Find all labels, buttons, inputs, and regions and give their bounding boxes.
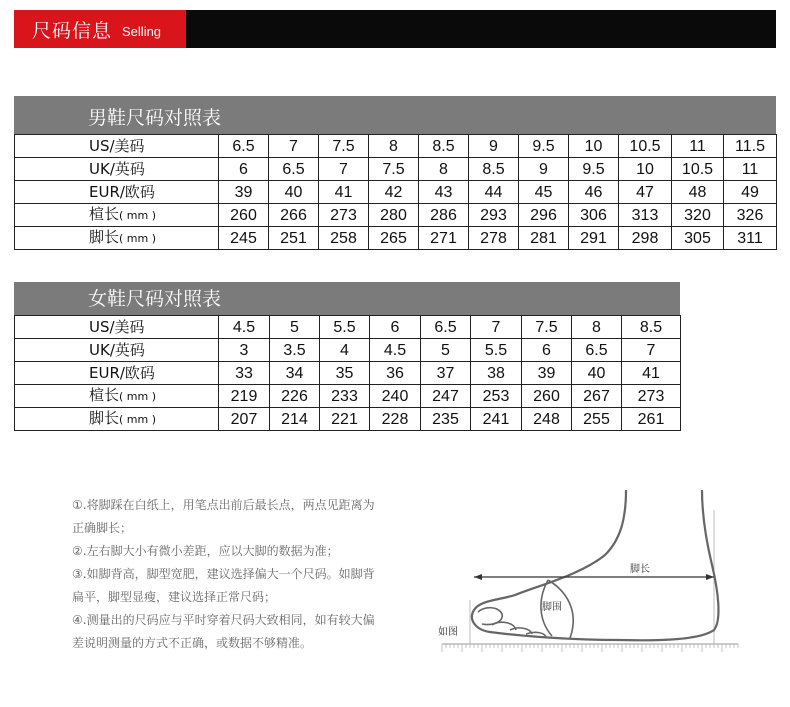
table-cell: 40: [269, 181, 319, 204]
table-cell: 5.5: [471, 339, 522, 362]
row-label-text: 楦长: [89, 386, 120, 404]
table-cell: 260: [522, 385, 572, 408]
women-chart-title: 女鞋尺码对照表: [14, 282, 680, 315]
table-cell: 226: [270, 385, 320, 408]
row-label-text: 脚长: [89, 409, 120, 427]
note-line: 差说明测量的方式不正确，或数据不够精准。: [72, 636, 313, 650]
table-cell: 248: [522, 408, 572, 431]
table-cell: 9.5: [519, 135, 569, 158]
row-label-unit: ( mm ): [119, 232, 157, 245]
table-cell: 251: [269, 227, 319, 250]
header-bar: [14, 10, 776, 48]
table-cell: 45: [519, 181, 569, 204]
table-row: [15, 408, 681, 431]
note-line: ④.测量出的尺码应与平时穿着尺码大致相同，如有较大偏: [72, 613, 375, 627]
table-cell: 6.5: [269, 158, 319, 181]
row-label-text: EUR/欧码: [89, 363, 155, 382]
table-cell: 219: [219, 385, 270, 408]
table-row: [15, 385, 681, 408]
women-size-table: [14, 315, 681, 431]
men-size-chart: [14, 96, 776, 250]
row-label: [15, 181, 219, 204]
table-cell: 240: [370, 385, 421, 408]
table-row: [15, 362, 681, 385]
table-cell: 7: [319, 158, 369, 181]
note-line: 扁平，脚型显瘦，建议选择正常尺码；: [72, 590, 277, 604]
row-label: [15, 204, 219, 227]
row-label-text: UK/英码: [89, 340, 145, 359]
table-cell: 5.5: [320, 316, 370, 339]
table-cell: 9: [469, 135, 519, 158]
table-cell: 33: [219, 362, 270, 385]
row-label-text: US/美码: [89, 136, 145, 155]
table-cell: 207: [219, 408, 270, 431]
row-label-text: 楦长: [89, 205, 120, 223]
table-cell: 261: [622, 408, 681, 431]
table-cell: 44: [469, 181, 519, 204]
men-chart-title: 男鞋尺码对照表: [14, 96, 776, 134]
table-cell: 7: [269, 135, 319, 158]
table-cell: 320: [672, 204, 724, 227]
table-cell: 41: [319, 181, 369, 204]
table-cell: 39: [219, 181, 269, 204]
table-cell: 36: [370, 362, 421, 385]
section-tag: [14, 10, 186, 48]
table-cell: 8.5: [419, 135, 469, 158]
table-row: [15, 339, 681, 362]
note-line: ①.将脚踩在白纸上，用笔点出前后最长点，两点见距离为: [72, 498, 375, 512]
table-cell: 313: [619, 204, 672, 227]
table-cell: 11: [724, 158, 777, 181]
note-line: ②.左右脚大小有微小差距，应以大脚的数据为准；: [72, 544, 339, 558]
table-cell: 5: [421, 339, 471, 362]
row-label-text: 脚长: [89, 228, 120, 246]
table-cell: 7.5: [319, 135, 369, 158]
row-label: [15, 385, 219, 408]
foot-measurement-illustration: [430, 480, 750, 660]
table-cell: 49: [724, 181, 777, 204]
table-cell: 34: [270, 362, 320, 385]
foot-outline: [472, 490, 718, 640]
table-cell: 221: [320, 408, 370, 431]
table-cell: 40: [572, 362, 622, 385]
table-cell: 37: [421, 362, 471, 385]
table-cell: 291: [569, 227, 619, 250]
table-cell: 11: [672, 135, 724, 158]
section-subtitle: Selling: [122, 23, 162, 39]
table-cell: 306: [569, 204, 619, 227]
table-cell: 7: [471, 316, 522, 339]
men-size-table: [14, 134, 777, 250]
table-cell: 39: [522, 362, 572, 385]
table-cell: 253: [471, 385, 522, 408]
table-cell: 228: [370, 408, 421, 431]
table-cell: 281: [519, 227, 569, 250]
row-label: [15, 316, 219, 339]
row-label-text: UK/英码: [89, 159, 145, 178]
table-cell: 6: [522, 339, 572, 362]
table-row: [15, 135, 777, 158]
table-cell: 6: [219, 158, 269, 181]
table-cell: 247: [421, 385, 471, 408]
table-cell: 8: [419, 158, 469, 181]
table-row: [15, 227, 777, 250]
table-cell: 38: [471, 362, 522, 385]
table-cell: 4: [320, 339, 370, 362]
example-label: 如图: [438, 627, 458, 638]
table-cell: 273: [622, 385, 681, 408]
table-cell: 278: [469, 227, 519, 250]
table-cell: 8.5: [469, 158, 519, 181]
row-label: [15, 339, 219, 362]
table-cell: 267: [572, 385, 622, 408]
table-cell: 266: [269, 204, 319, 227]
table-cell: 8: [369, 135, 419, 158]
table-cell: 214: [270, 408, 320, 431]
table-cell: 235: [421, 408, 471, 431]
table-cell: 10: [619, 158, 672, 181]
measurement-notes: [72, 494, 422, 655]
table-cell: 10.5: [619, 135, 672, 158]
table-cell: 293: [469, 204, 519, 227]
table-cell: 241: [471, 408, 522, 431]
women-size-chart: [14, 282, 680, 431]
table-row: [15, 204, 777, 227]
table-cell: 298: [619, 227, 672, 250]
row-label-unit: ( mm ): [119, 390, 157, 403]
table-cell: 305: [672, 227, 724, 250]
table-cell: 47: [619, 181, 672, 204]
table-cell: 3.5: [270, 339, 320, 362]
row-label-unit: ( mm ): [119, 413, 157, 426]
table-cell: 258: [319, 227, 369, 250]
table-cell: 5: [270, 316, 320, 339]
table-cell: 286: [419, 204, 469, 227]
table-cell: 8: [572, 316, 622, 339]
table-cell: 9.5: [569, 158, 619, 181]
table-cell: 273: [319, 204, 369, 227]
table-cell: 265: [369, 227, 419, 250]
table-cell: 271: [419, 227, 469, 250]
table-cell: 6.5: [572, 339, 622, 362]
row-label: [15, 408, 219, 431]
table-cell: 296: [519, 204, 569, 227]
table-cell: 7.5: [522, 316, 572, 339]
table-cell: 6.5: [219, 135, 269, 158]
note-line: ③.如脚背高，脚型宽肥，建议选择偏大一个尺码。如脚背: [72, 567, 375, 581]
table-cell: 311: [724, 227, 777, 250]
table-cell: 326: [724, 204, 777, 227]
table-cell: 255: [572, 408, 622, 431]
table-cell: 4.5: [370, 339, 421, 362]
table-cell: 233: [320, 385, 370, 408]
table-cell: 48: [672, 181, 724, 204]
table-row: [15, 316, 681, 339]
table-cell: 11.5: [724, 135, 777, 158]
table-cell: 3: [219, 339, 270, 362]
table-row: [15, 158, 777, 181]
table-cell: 6.5: [421, 316, 471, 339]
table-cell: 35: [320, 362, 370, 385]
foot-width-label: 脚围: [542, 602, 562, 613]
row-label-text: US/美码: [89, 317, 145, 336]
table-cell: 4.5: [219, 316, 270, 339]
table-cell: 7: [622, 339, 681, 362]
table-row: [15, 181, 777, 204]
section-title: 尺码信息: [32, 19, 113, 42]
foot-length-label: 脚长: [630, 564, 650, 575]
row-label: [15, 362, 219, 385]
table-cell: 43: [419, 181, 469, 204]
row-label: [15, 227, 219, 250]
table-cell: 10: [569, 135, 619, 158]
row-label: [15, 158, 219, 181]
table-cell: 8.5: [622, 316, 681, 339]
table-cell: 42: [369, 181, 419, 204]
table-cell: 41: [622, 362, 681, 385]
table-cell: 7.5: [369, 158, 419, 181]
table-cell: 46: [569, 181, 619, 204]
row-label: [15, 135, 219, 158]
table-cell: 245: [219, 227, 269, 250]
table-cell: 9: [519, 158, 569, 181]
table-cell: 10.5: [672, 158, 724, 181]
table-cell: 260: [219, 204, 269, 227]
table-cell: 280: [369, 204, 419, 227]
note-line: 正确脚长；: [72, 521, 133, 535]
row-label-text: EUR/欧码: [89, 182, 155, 201]
table-cell: 6: [370, 316, 421, 339]
row-label-unit: ( mm ): [119, 209, 157, 222]
